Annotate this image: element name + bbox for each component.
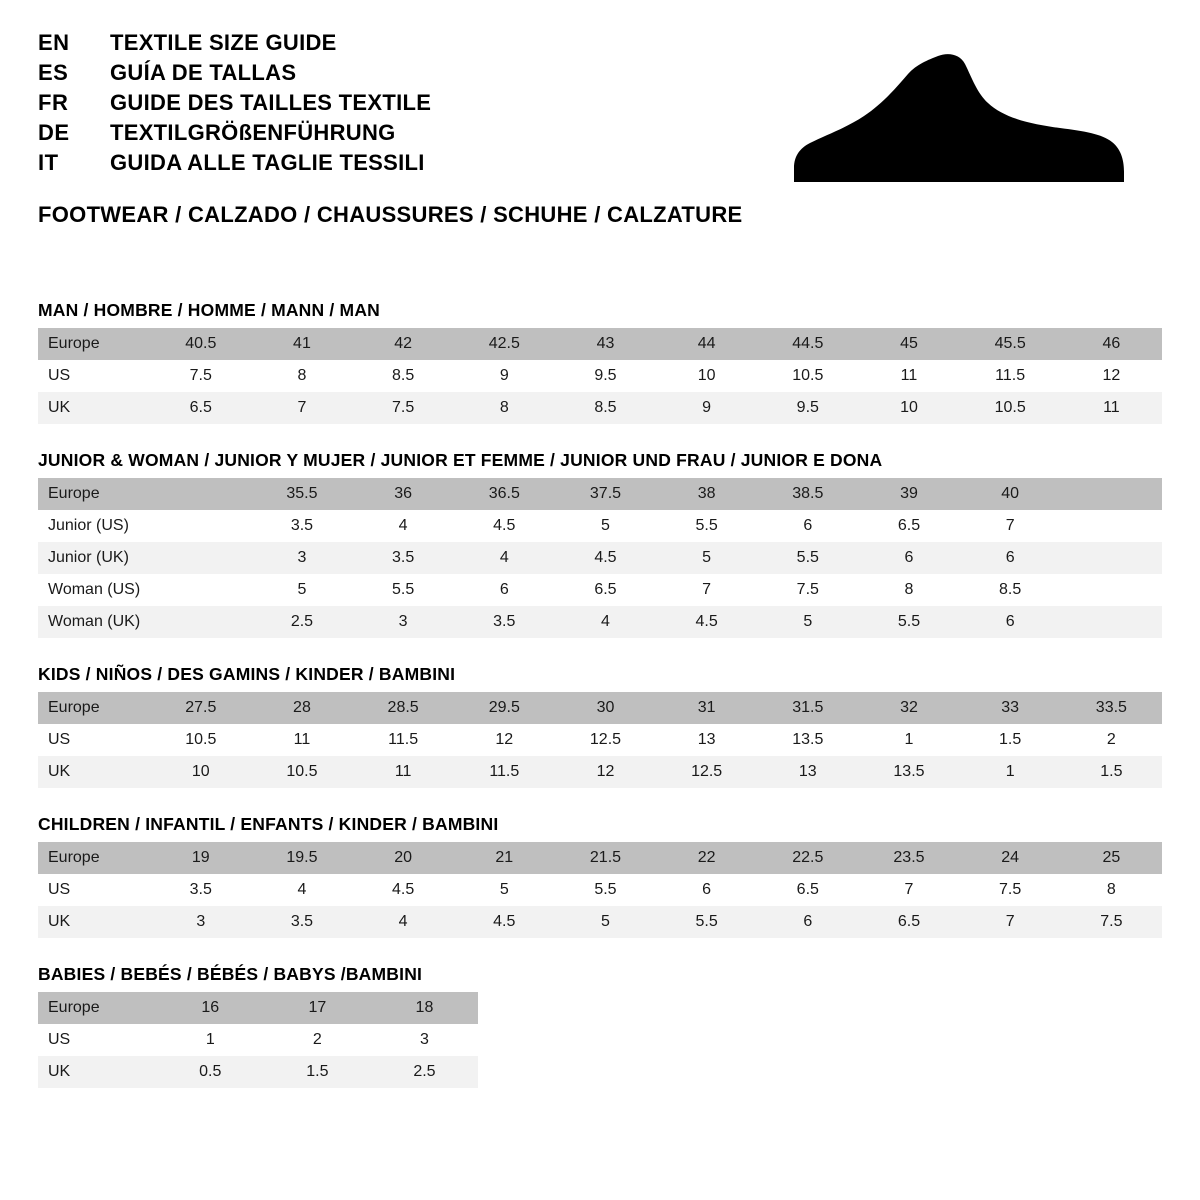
babies-size-table xyxy=(38,992,478,1088)
row-label: Europe xyxy=(38,992,157,1024)
table-row xyxy=(38,510,1162,542)
cell: 9.5 xyxy=(757,392,858,424)
cell: 13 xyxy=(656,724,757,756)
kids-size-table xyxy=(38,692,1162,788)
row-label: UK xyxy=(38,756,150,788)
cell: 1 xyxy=(960,756,1061,788)
cell: 1.5 xyxy=(960,724,1061,756)
cell: 22 xyxy=(656,842,757,874)
language-code: EN xyxy=(38,30,70,55)
cell xyxy=(1061,478,1162,510)
cell: 4.5 xyxy=(454,906,555,938)
row-label: US xyxy=(38,1024,157,1056)
cell: 43 xyxy=(555,328,656,360)
language-code: DE xyxy=(38,120,70,145)
row-label: Woman (UK) xyxy=(38,606,150,638)
cell: 7.5 xyxy=(1061,906,1162,938)
language-code: ES xyxy=(38,60,69,85)
cell: 17 xyxy=(264,992,371,1024)
cell: 10 xyxy=(656,360,757,392)
cell: 6 xyxy=(960,606,1061,638)
cell: 44 xyxy=(656,328,757,360)
cell: 5.5 xyxy=(656,510,757,542)
cell: 5 xyxy=(555,906,656,938)
cell: 11 xyxy=(858,360,959,392)
cell: 21 xyxy=(454,842,555,874)
language-title: GUIDA ALLE TAGLIE TESSILI xyxy=(110,150,425,175)
cell: 45 xyxy=(858,328,959,360)
cell: 4.5 xyxy=(353,874,454,906)
cell: 33.5 xyxy=(1061,692,1162,724)
table-row xyxy=(38,1024,478,1056)
man-size-table xyxy=(38,328,1162,424)
language-code: FR xyxy=(38,90,69,115)
table-row xyxy=(38,842,1162,874)
junior-woman-size-table xyxy=(38,478,1162,638)
cell xyxy=(150,542,251,574)
row-label: Woman (US) xyxy=(38,574,150,606)
cell: 6 xyxy=(858,542,959,574)
cell: 38 xyxy=(656,478,757,510)
cell: 40.5 xyxy=(150,328,251,360)
cell: 36.5 xyxy=(454,478,555,510)
cell xyxy=(150,606,251,638)
cell: 7 xyxy=(251,392,352,424)
cell: 20 xyxy=(353,842,454,874)
cell: 9.5 xyxy=(555,360,656,392)
row-label: UK xyxy=(38,392,150,424)
section-children xyxy=(38,814,1162,938)
cell: 6.5 xyxy=(150,392,251,424)
table-row xyxy=(38,606,1162,638)
cell: 28 xyxy=(251,692,352,724)
cell: 41 xyxy=(251,328,352,360)
cell: 8 xyxy=(858,574,959,606)
cell: 25 xyxy=(1061,842,1162,874)
cell: 24 xyxy=(960,842,1061,874)
cell: 6.5 xyxy=(858,906,959,938)
cell xyxy=(1061,510,1162,542)
cell xyxy=(1061,606,1162,638)
cell: 5 xyxy=(454,874,555,906)
section-babies xyxy=(38,964,1162,1088)
cell: 4 xyxy=(251,874,352,906)
cell: 11 xyxy=(1061,392,1162,424)
table-row xyxy=(38,360,1162,392)
cell: 10 xyxy=(150,756,251,788)
cell: 2 xyxy=(1061,724,1162,756)
cell: 7.5 xyxy=(960,874,1061,906)
cell: 12 xyxy=(555,756,656,788)
cell: 36 xyxy=(353,478,454,510)
cell: 8.5 xyxy=(555,392,656,424)
cell: 10.5 xyxy=(150,724,251,756)
cell: 32 xyxy=(858,692,959,724)
cell: 4 xyxy=(454,542,555,574)
section-title: JUNIOR & WOMAN / JUNIOR Y MUJER / JUNIOR ET FEMME / JUNIOR UND FRAU / JUNIOR E DONA xyxy=(38,450,883,470)
cell: 6.5 xyxy=(858,510,959,542)
category-title: FOOTWEAR / CALZADO / CHAUSSURES / SCHUHE / CALZATURE xyxy=(38,202,743,227)
cell: 42 xyxy=(353,328,454,360)
cell: 28.5 xyxy=(353,692,454,724)
cell: 33 xyxy=(960,692,1061,724)
row-label: US xyxy=(38,724,150,756)
cell: 4 xyxy=(353,906,454,938)
cell: 12.5 xyxy=(555,724,656,756)
cell: 31.5 xyxy=(757,692,858,724)
cell: 6 xyxy=(656,874,757,906)
cell: 11.5 xyxy=(960,360,1061,392)
cell: 13.5 xyxy=(858,756,959,788)
language-title: TEXTILE SIZE GUIDE xyxy=(110,30,337,55)
table-row xyxy=(38,724,1162,756)
cell: 7.5 xyxy=(757,574,858,606)
cell: 3 xyxy=(371,1024,478,1056)
cell: 27.5 xyxy=(150,692,251,724)
cell: 10.5 xyxy=(251,756,352,788)
cell: 6 xyxy=(454,574,555,606)
cell: 8 xyxy=(1061,874,1162,906)
table-row xyxy=(38,992,478,1024)
cell xyxy=(1061,574,1162,606)
cell: 9 xyxy=(454,360,555,392)
cell: 3.5 xyxy=(150,874,251,906)
table-row xyxy=(38,874,1162,906)
cell: 8.5 xyxy=(960,574,1061,606)
cell: 44.5 xyxy=(757,328,858,360)
table-row xyxy=(38,542,1162,574)
language-title: GUÍA DE TALLAS xyxy=(110,60,297,85)
cell: 35.5 xyxy=(251,478,352,510)
cell: 8 xyxy=(251,360,352,392)
cell: 4 xyxy=(353,510,454,542)
dress-shoe-icon xyxy=(772,48,1132,198)
cell: 2.5 xyxy=(371,1056,478,1088)
cell: 4.5 xyxy=(555,542,656,574)
cell: 1.5 xyxy=(264,1056,371,1088)
cell: 19.5 xyxy=(251,842,352,874)
cell: 21.5 xyxy=(555,842,656,874)
row-label: Junior (UK) xyxy=(38,542,150,574)
cell: 5 xyxy=(656,542,757,574)
cell: 29.5 xyxy=(454,692,555,724)
cell: 40 xyxy=(960,478,1061,510)
cell: 6.5 xyxy=(555,574,656,606)
cell: 5.5 xyxy=(858,606,959,638)
section-kids xyxy=(38,664,1162,788)
cell: 19 xyxy=(150,842,251,874)
cell: 6 xyxy=(757,906,858,938)
cell: 4.5 xyxy=(454,510,555,542)
language-code: IT xyxy=(38,150,59,175)
cell: 11.5 xyxy=(353,724,454,756)
cell: 7 xyxy=(960,510,1061,542)
cell: 4 xyxy=(555,606,656,638)
row-label: Europe xyxy=(38,478,150,510)
cell xyxy=(150,574,251,606)
cell: 22.5 xyxy=(757,842,858,874)
cell: 5.5 xyxy=(757,542,858,574)
cell: 1.5 xyxy=(1061,756,1162,788)
row-label: Europe xyxy=(38,328,150,360)
cell: 10.5 xyxy=(960,392,1061,424)
cell xyxy=(150,510,251,542)
cell: 7 xyxy=(960,906,1061,938)
cell: 7.5 xyxy=(150,360,251,392)
cell: 38.5 xyxy=(757,478,858,510)
table-row xyxy=(38,756,1162,788)
section-title: CHILDREN / INFANTIL / ENFANTS / KINDER / BAMBINI xyxy=(38,814,499,834)
table-row xyxy=(38,328,1162,360)
table-row xyxy=(38,692,1162,724)
cell: 12.5 xyxy=(656,756,757,788)
row-label: Junior (US) xyxy=(38,510,150,542)
cell: 1 xyxy=(858,724,959,756)
cell: 5.5 xyxy=(656,906,757,938)
cell: 11 xyxy=(353,756,454,788)
table-row xyxy=(38,392,1162,424)
table-row xyxy=(38,574,1162,606)
cell: 3 xyxy=(251,542,352,574)
cell: 45.5 xyxy=(960,328,1061,360)
section-title: MAN / HOMBRE / HOMME / MANN / MAN xyxy=(38,300,380,320)
row-label: Europe xyxy=(38,692,150,724)
cell: 2.5 xyxy=(251,606,352,638)
cell: 8.5 xyxy=(353,360,454,392)
page-header xyxy=(38,30,1162,228)
cell: 18 xyxy=(371,992,478,1024)
cell: 10.5 xyxy=(757,360,858,392)
section-junior-woman xyxy=(38,450,1162,638)
row-label: US xyxy=(38,874,150,906)
cell: 12 xyxy=(454,724,555,756)
cell: 0.5 xyxy=(157,1056,264,1088)
row-label: UK xyxy=(38,1056,157,1088)
cell: 9 xyxy=(656,392,757,424)
cell: 3.5 xyxy=(454,606,555,638)
cell: 16 xyxy=(157,992,264,1024)
cell: 42.5 xyxy=(454,328,555,360)
cell: 23.5 xyxy=(858,842,959,874)
cell: 4.5 xyxy=(656,606,757,638)
section-man xyxy=(38,300,1162,424)
cell: 7.5 xyxy=(353,392,454,424)
row-label: US xyxy=(38,360,150,392)
cell: 1 xyxy=(157,1024,264,1056)
section-title: BABIES / BEBÉS / BÉBÉS / BABYS /BAMBINI xyxy=(38,964,423,984)
cell: 6 xyxy=(960,542,1061,574)
cell: 46 xyxy=(1061,328,1162,360)
cell: 3 xyxy=(150,906,251,938)
cell: 10 xyxy=(858,392,959,424)
table-row xyxy=(38,478,1162,510)
cell: 37.5 xyxy=(555,478,656,510)
cell xyxy=(150,478,251,510)
language-title: TEXTILGRÖßENFÜHRUNG xyxy=(110,120,396,145)
cell: 5.5 xyxy=(555,874,656,906)
cell: 6 xyxy=(757,510,858,542)
cell: 5 xyxy=(251,574,352,606)
row-label: Europe xyxy=(38,842,150,874)
cell: 7 xyxy=(656,574,757,606)
cell: 11.5 xyxy=(454,756,555,788)
cell: 2 xyxy=(264,1024,371,1056)
cell: 31 xyxy=(656,692,757,724)
cell: 5 xyxy=(555,510,656,542)
cell xyxy=(1061,542,1162,574)
cell: 8 xyxy=(454,392,555,424)
cell: 30 xyxy=(555,692,656,724)
row-label: UK xyxy=(38,906,150,938)
cell: 12 xyxy=(1061,360,1162,392)
cell: 11 xyxy=(251,724,352,756)
cell: 5.5 xyxy=(353,574,454,606)
cell: 7 xyxy=(858,874,959,906)
cell: 3.5 xyxy=(251,906,352,938)
cell: 3 xyxy=(353,606,454,638)
children-size-table xyxy=(38,842,1162,938)
cell: 3.5 xyxy=(353,542,454,574)
cell: 13.5 xyxy=(757,724,858,756)
cell: 3.5 xyxy=(251,510,352,542)
table-row xyxy=(38,906,1162,938)
language-title: GUIDE DES TAILLES TEXTILE xyxy=(110,90,432,115)
cell: 5 xyxy=(757,606,858,638)
table-row xyxy=(38,1056,478,1088)
cell: 13 xyxy=(757,756,858,788)
cell: 39 xyxy=(858,478,959,510)
cell: 6.5 xyxy=(757,874,858,906)
size-tables xyxy=(38,300,1162,1088)
section-title: KIDS / NIÑOS / DES GAMINS / KINDER / BAMBINI xyxy=(38,664,456,684)
